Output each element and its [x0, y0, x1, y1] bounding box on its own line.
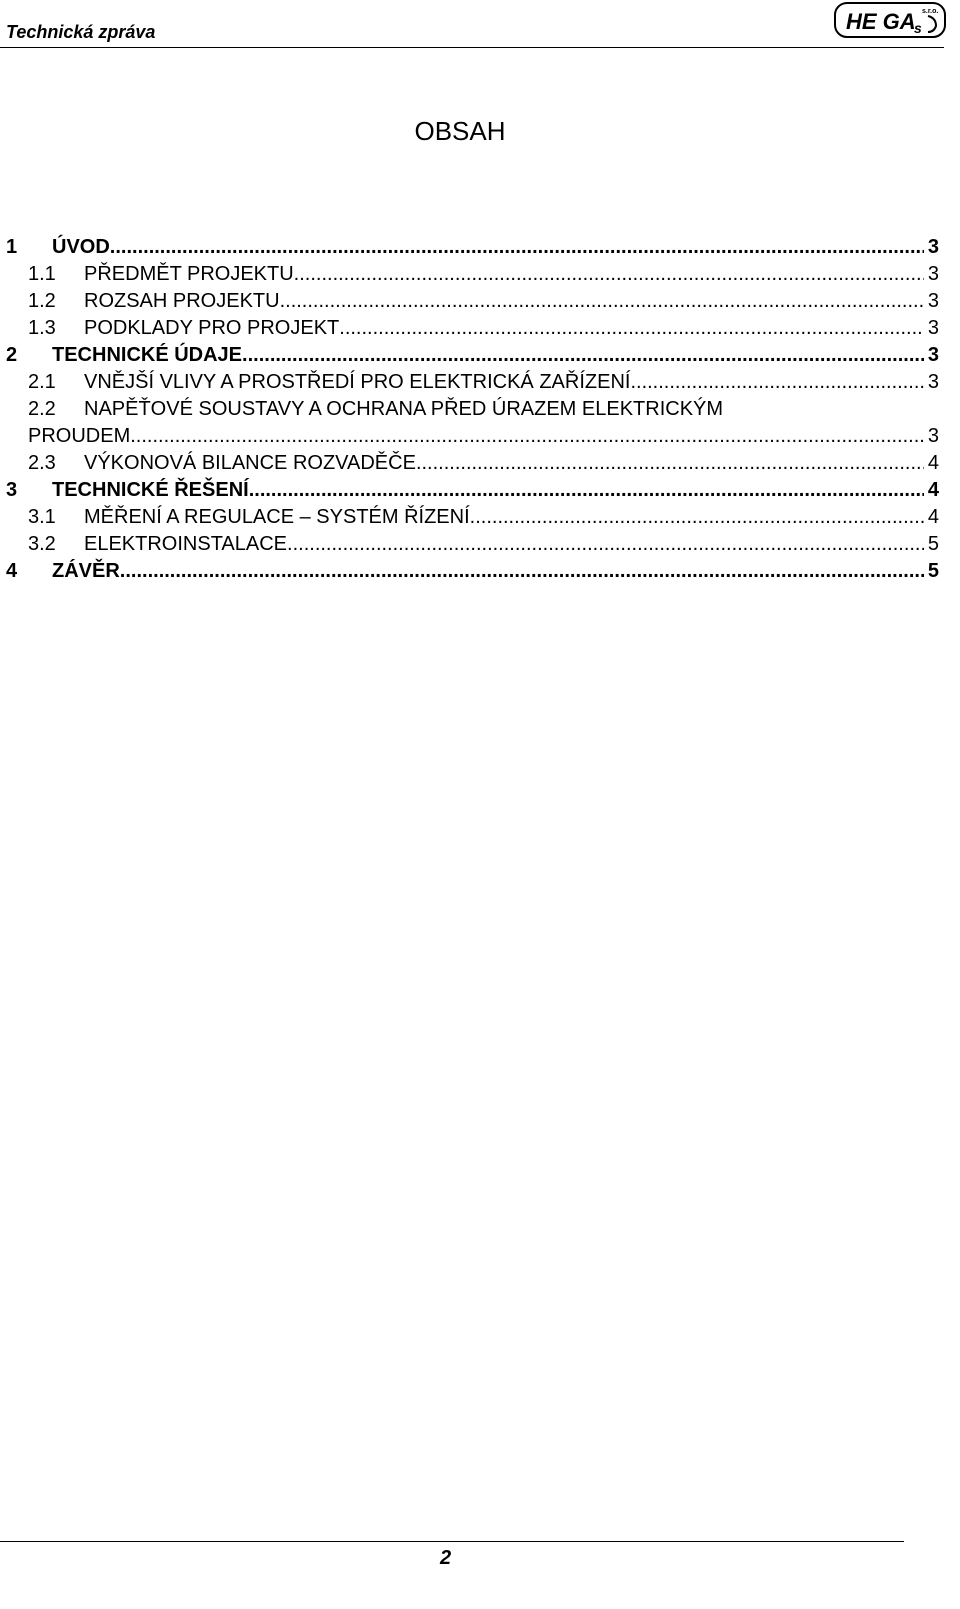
toc-entry-text: PODKLADY PRO PROJEKT — [84, 317, 340, 339]
toc-entry-page: 3 — [927, 236, 939, 258]
svg-text:s: s — [914, 20, 922, 36]
toc-entry-number: 1.2 — [28, 290, 56, 312]
toc-entry-text: ÚVOD — [52, 236, 110, 258]
page-header — [0, 0, 960, 50]
toc-entry-page: 3 — [927, 263, 939, 285]
toc-entry-number: 2.2 — [28, 398, 56, 420]
toc-leader-dots — [249, 477, 924, 504]
toc-entry-page: 5 — [927, 560, 939, 582]
toc-entry[interactable] — [6, 396, 939, 450]
toc-leader-dots — [242, 342, 924, 369]
toc-entry-page: 3 — [927, 317, 939, 339]
toc-entry[interactable] — [6, 531, 939, 558]
footer-rule — [0, 1541, 904, 1542]
toc-entry[interactable] — [6, 369, 939, 396]
toc-entry-text: PŘEDMĚT PROJEKTU — [84, 263, 294, 285]
toc-leader-dots — [120, 558, 924, 585]
document-title: Technická zpráva — [6, 22, 156, 42]
toc-entry-text: MĚŘENÍ A REGULACE – SYSTÉM ŘÍZENÍ — [84, 506, 470, 528]
toc-entry[interactable] — [6, 234, 939, 261]
toc-entry-page: 4 — [927, 452, 939, 474]
svg-text:s.r.o.: s.r.o. — [922, 8, 939, 15]
toc-leader-dots — [630, 369, 923, 396]
toc-entry[interactable] — [6, 288, 939, 315]
toc-entry-number: 2.1 — [28, 371, 56, 393]
toc-entry-text: TECHNICKÉ ŘEŠENÍ — [52, 479, 249, 501]
page-number: 2 — [440, 1547, 452, 1569]
header-rule — [0, 47, 944, 48]
toc-entry-text: VÝKONOVÁ BILANCE ROZVADĚČE — [84, 452, 416, 474]
toc-entry-number: 2 — [6, 344, 18, 366]
toc-entry-number: 1 — [6, 236, 18, 258]
toc-entry[interactable] — [6, 477, 939, 504]
hegas-logo — [834, 2, 946, 38]
toc-entry-number: 3.2 — [28, 533, 56, 555]
table-of-contents — [6, 234, 939, 585]
toc-entry-text: ROZSAH PROJEKTU — [84, 290, 280, 312]
toc-leader-dots — [339, 315, 924, 342]
toc-leader-dots — [416, 450, 924, 477]
toc-title: OBSAH — [414, 116, 506, 146]
toc-entry-page: 3 — [927, 290, 939, 312]
toc-entry[interactable] — [6, 504, 939, 531]
toc-entry-page: 3 — [927, 371, 939, 393]
toc-entry-page: 4 — [927, 479, 939, 501]
toc-entry-text: TECHNICKÉ ÚDAJE — [52, 344, 243, 366]
toc-entry-number: 3.1 — [28, 506, 56, 528]
toc-leader-dots — [130, 423, 924, 450]
toc-entry[interactable] — [6, 342, 939, 369]
toc-entry-page: 3 — [927, 344, 939, 366]
toc-entry[interactable] — [6, 315, 939, 342]
toc-entry-number: 3 — [6, 479, 18, 501]
toc-entry[interactable] — [6, 450, 939, 477]
toc-entry-number: 1.1 — [28, 263, 56, 285]
toc-entry-page: 3 — [927, 425, 939, 447]
toc-entry-number: 4 — [6, 560, 18, 582]
toc-leader-dots — [470, 504, 924, 531]
toc-entry[interactable] — [6, 261, 939, 288]
toc-entry-page: 4 — [927, 506, 939, 528]
svg-text:HE GA: HE GA — [846, 9, 916, 34]
toc-entry-number: 1.3 — [28, 317, 56, 339]
toc-leader-dots — [287, 531, 924, 558]
toc-entry-text: NAPĚŤOVÉ SOUSTAVY A OCHRANA PŘED ÚRAZEM ELEKTRICKÝM — [84, 398, 724, 420]
toc-entry[interactable] — [6, 558, 939, 585]
toc-entry-text: VNĚJŠÍ VLIVY A PROSTŘEDÍ PRO ELEKTRICKÁ ZAŘÍZENÍ — [84, 371, 631, 393]
toc-entry-number: 2.3 — [28, 452, 56, 474]
toc-entry-text: ZÁVĚR — [52, 560, 120, 582]
toc-entry-text: ELEKTROINSTALACE — [84, 533, 288, 555]
toc-leader-dots — [110, 234, 924, 261]
toc-leader-dots — [280, 288, 924, 315]
toc-leader-dots — [294, 261, 924, 288]
toc-entry-page: 5 — [927, 533, 939, 555]
toc-entry-text-continued: PROUDEM — [28, 425, 131, 447]
